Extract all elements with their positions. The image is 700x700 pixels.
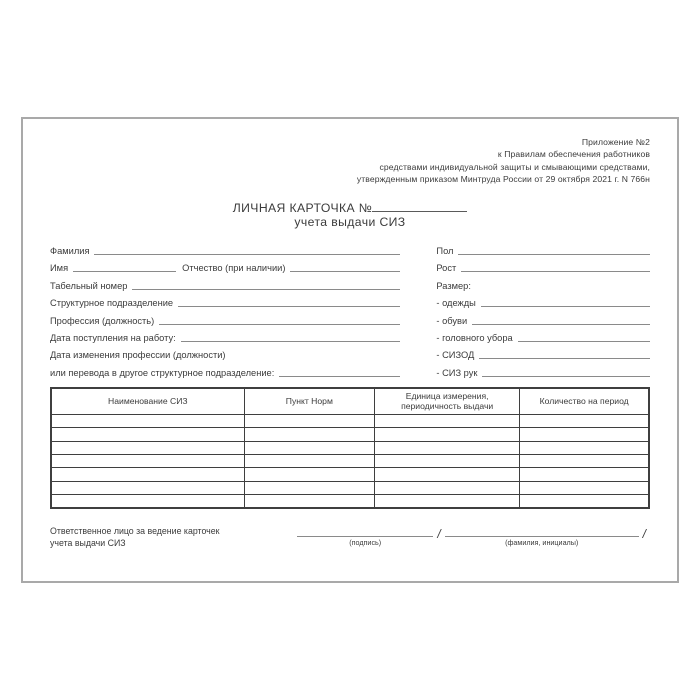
full-name-field: [445, 525, 639, 549]
table-empty-cell: [520, 428, 649, 441]
field-row-clothing-size: [436, 293, 650, 310]
regulation-line-4: утвержденным приказом Минтруда России от 29 октября 2021 г. N 766н: [356, 174, 650, 185]
table-empty-cell: [375, 454, 520, 467]
table-empty-cell: [51, 441, 244, 454]
table-empty-cell: [520, 468, 649, 481]
profession-change-label-1: Дата изменения профессии (должности): [50, 350, 226, 361]
col-header-unit-period: Единица измерения, периодичность выдачи: [375, 388, 520, 415]
field-row-hand-siz-size: [436, 362, 650, 379]
table-empty-cell: [375, 495, 520, 508]
siz-table-body: [51, 414, 649, 508]
regulation-line-1: Приложение №2: [581, 137, 650, 147]
patronymic-label: Отчество (при наличии): [182, 263, 286, 274]
headgear-size-label: - головного убора: [436, 332, 513, 343]
table-empty-cell: [244, 414, 374, 427]
table-row: [51, 428, 649, 441]
signature-blank-line: [297, 525, 433, 537]
table-empty-cell: [375, 481, 520, 494]
field-row-profession: [50, 310, 400, 327]
col-header-siz-name: Наименование СИЗ: [51, 388, 244, 415]
table-empty-cell: [375, 428, 520, 441]
table-empty-cell: [520, 495, 649, 508]
field-row-size-header: [436, 275, 650, 292]
employee-number-blank-line: [132, 282, 399, 290]
field-row-department: [50, 293, 400, 310]
table-empty-cell: [51, 414, 244, 427]
form-title: [50, 201, 650, 230]
responsible-person-section: [50, 525, 650, 549]
responsible-caption-line-1: Ответственное лицо за ведение карточек: [50, 525, 220, 536]
form-title-line-2: учета выдачи СИЗ: [294, 215, 406, 230]
table-empty-cell: [244, 441, 374, 454]
size-header-label: Размер:: [436, 280, 471, 291]
gender-blank-line: [458, 247, 650, 255]
headgear-size-blank-line: [518, 334, 650, 342]
table-row: [51, 441, 649, 454]
gender-label: Пол: [436, 246, 454, 257]
separator-slash-2: /: [642, 526, 646, 541]
field-row-employee-number: [50, 275, 400, 292]
field-row-headgear-size: [436, 328, 650, 345]
responsible-caption-line-2: учета выдачи СИЗ: [50, 538, 126, 549]
footwear-size-label: - обуви: [436, 315, 468, 326]
table-empty-cell: [520, 481, 649, 494]
employee-number-label: Табельный номер: [50, 280, 128, 291]
regulation-line-2: к Правилам обеспечения работников: [497, 149, 650, 160]
sizod-size-blank-line: [479, 351, 650, 359]
clothing-size-label: - одежды: [436, 298, 476, 309]
patronymic-blank-line: [290, 264, 399, 272]
hand-siz-size-blank-line: [482, 369, 650, 377]
clothing-size-blank-line: [481, 299, 650, 307]
table-row: [51, 495, 649, 508]
siz-table-header: [51, 388, 649, 415]
table-empty-cell: [244, 468, 374, 481]
employee-fields: [50, 241, 650, 380]
table-empty-cell: [520, 454, 649, 467]
fields-left-column: [50, 241, 400, 380]
personal-card-form: [21, 117, 679, 583]
hire-date-blank-line: [181, 334, 400, 342]
siz-table-header-row: [51, 388, 649, 415]
fields-right-column: [436, 241, 650, 380]
table-row: [51, 414, 649, 427]
surname-label: Фамилия: [50, 246, 90, 257]
table-empty-cell: [520, 441, 649, 454]
col-header-norm-item: Пункт Норм: [244, 388, 374, 415]
footwear-size-blank-line: [472, 317, 650, 325]
height-label: Рост: [436, 263, 457, 274]
field-row-height: [436, 258, 650, 275]
profession-change-label-2: или перевода в другое структурное подразделение:: [50, 367, 275, 378]
table-empty-cell: [375, 441, 520, 454]
profession-label: Профессия (должность): [50, 315, 155, 326]
table-empty-cell: [520, 414, 649, 427]
table-row: [51, 481, 649, 494]
profession-blank-line: [159, 317, 400, 325]
table-row: [51, 454, 649, 467]
table-row: [51, 468, 649, 481]
name-label: Имя: [50, 263, 69, 274]
signature-field: [297, 525, 433, 549]
fields-column-gap: [400, 241, 437, 380]
field-row-surname: [50, 241, 400, 258]
field-row-gender: [436, 241, 650, 258]
table-empty-cell: [51, 468, 244, 481]
field-row-footwear-size: [436, 310, 650, 327]
table-empty-cell: [51, 481, 244, 494]
sizod-size-label: - СИЗОД: [436, 350, 475, 361]
separator-slash-1: /: [437, 526, 441, 541]
table-empty-cell: [375, 414, 520, 427]
surname-blank-line: [94, 247, 399, 255]
field-row-change-1: [50, 345, 400, 362]
responsible-person-caption: [50, 525, 275, 549]
department-blank-line: [178, 299, 400, 307]
regulation-line-3: средствами индивидуальной защиты и смывающими средствами,: [379, 161, 650, 172]
department-label: Структурное подразделение: [50, 298, 174, 309]
table-empty-cell: [244, 454, 374, 467]
form-title-text: ЛИЧНАЯ КАРТОЧКА №: [232, 200, 373, 215]
full-name-blank-line: [445, 525, 639, 537]
field-row-hire-date: [50, 328, 400, 345]
regulation-reference: [50, 136, 650, 186]
hire-date-label: Дата поступления на работу:: [50, 332, 176, 343]
profession-change-blank-line: [279, 369, 399, 377]
signature-sub-label: (подпись): [349, 537, 382, 547]
table-empty-cell: [51, 454, 244, 467]
hand-siz-size-label: - СИЗ рук: [436, 367, 478, 378]
full-name-sub-label: (фамилия, инициалы): [505, 537, 579, 547]
table-empty-cell: [244, 481, 374, 494]
card-number-blank-line: [372, 202, 467, 212]
name-blank-line: [73, 264, 176, 272]
table-empty-cell: [244, 495, 374, 508]
height-blank-line: [461, 264, 650, 272]
col-header-quantity: Количество на период: [520, 388, 649, 415]
field-row-change-2: [50, 362, 400, 379]
table-empty-cell: [375, 468, 520, 481]
form-title-line-1: [50, 201, 650, 216]
field-row-name-patronymic: [50, 258, 400, 275]
table-empty-cell: [244, 428, 374, 441]
table-empty-cell: [51, 428, 244, 441]
siz-issue-table: [50, 387, 650, 509]
field-row-sizod-size: [436, 345, 650, 362]
table-empty-cell: [51, 495, 244, 508]
